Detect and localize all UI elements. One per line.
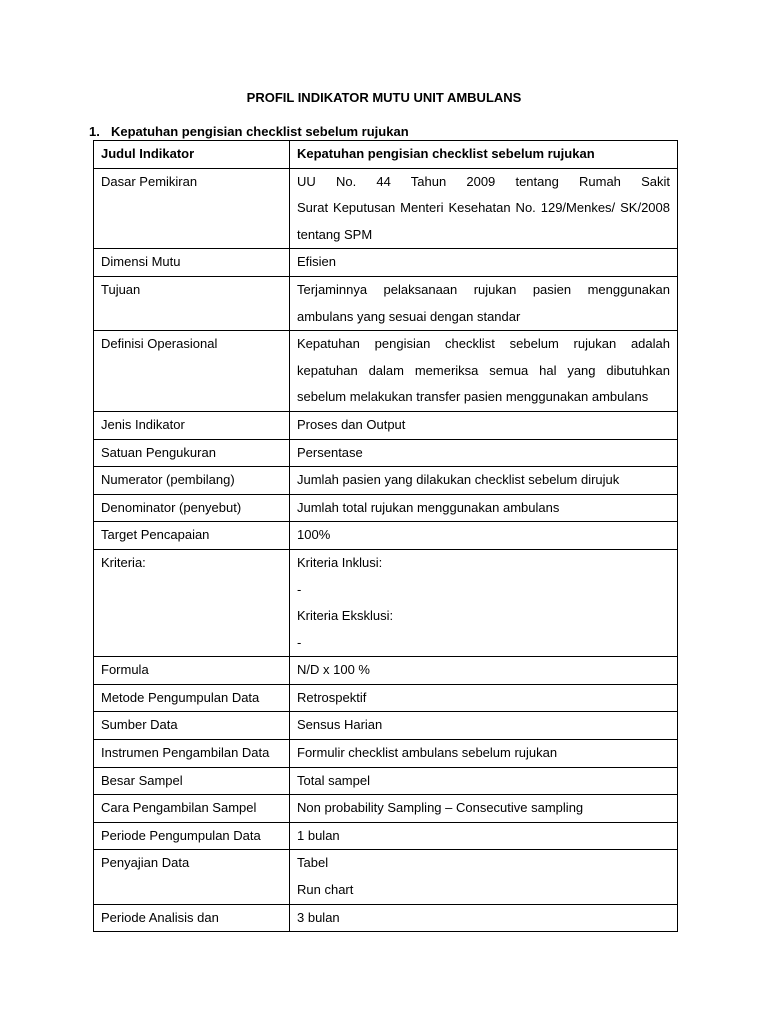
row-value: N/D x 100 %: [290, 657, 678, 685]
row-value: 1 bulan: [290, 822, 678, 850]
table-row: [94, 822, 678, 850]
value-line: UU No. 44 Tahun 2009 tentang Rumah Sakit: [297, 173, 670, 189]
row-label: Denominator (penyebut): [94, 494, 290, 522]
value-line: -: [297, 581, 302, 597]
table-row: [94, 657, 678, 685]
table-row: [94, 439, 678, 467]
row-label: Sumber Data: [94, 712, 290, 740]
table-row: [94, 795, 678, 823]
row-value: Terjaminnya pelaksanaan rujukan pasien menggunakan ambulans yang sesuai dengan standar: [290, 276, 678, 330]
table-row: [94, 411, 678, 439]
section-number: 1.: [89, 124, 100, 139]
row-value: Retrospektif: [290, 684, 678, 712]
table-row: [94, 467, 678, 495]
row-value: Kepatuhan pengisian checklist sebelum rujukan adalah kepatuhan dalam memeriksa semua hal yang dibutuhkan sebelum melakukan transfer pasien menggunakan ambulans: [290, 331, 678, 412]
table-row: [94, 168, 678, 249]
value-line: Kriteria Eksklusi:: [297, 608, 394, 624]
row-label: Dimensi Mutu: [94, 249, 290, 277]
indicator-profile-table: [93, 140, 678, 932]
row-value: Jumlah pasien yang dilakukan checklist sebelum dirujuk: [290, 467, 678, 495]
row-value: Proses dan Output: [290, 411, 678, 439]
document-title: PROFIL INDIKATOR MUTU UNIT AMBULANS: [246, 90, 522, 105]
row-value: Jumlah total rujukan menggunakan ambulans: [290, 494, 678, 522]
row-label: Kriteria:: [94, 549, 290, 656]
header-value-cell: Kepatuhan pengisian checklist sebelum rujukan: [290, 141, 678, 169]
row-value: Non probability Sampling – Consecutive sampling: [290, 795, 678, 823]
row-label: Numerator (pembilang): [94, 467, 290, 495]
table-row: [94, 494, 678, 522]
value-line: -: [297, 634, 302, 650]
table-row: [94, 549, 678, 656]
row-value: Total sampel: [290, 767, 678, 795]
row-value: Sensus Harian: [290, 712, 678, 740]
row-value: Efisien: [290, 249, 678, 277]
table-header-row: [94, 141, 678, 169]
row-value: [290, 549, 678, 656]
row-label: Definisi Operasional: [94, 331, 290, 412]
row-value: Persentase: [290, 439, 678, 467]
row-label: Periode Pengumpulan Data: [94, 822, 290, 850]
section-heading: [89, 124, 409, 140]
table-row: [94, 249, 678, 277]
value-line: Run chart: [297, 882, 354, 898]
row-value: 100%: [290, 522, 678, 550]
row-value: [290, 850, 678, 904]
row-label: Tujuan: [94, 276, 290, 330]
table-row: [94, 684, 678, 712]
value-line: Tabel: [297, 855, 329, 871]
table-row: [94, 522, 678, 550]
row-label: Jenis Indikator: [94, 411, 290, 439]
header-label-cell: Judul Indikator: [94, 141, 290, 169]
value-line: Kriteria Inklusi:: [297, 554, 383, 570]
table-row: [94, 276, 678, 330]
row-label: Instrumen Pengambilan Data: [94, 740, 290, 768]
row-value: 3 bulan: [290, 904, 678, 932]
row-label: Metode Pengumpulan Data: [94, 684, 290, 712]
table-row: [94, 712, 678, 740]
table-row: [94, 740, 678, 768]
row-label: Penyajian Data: [94, 850, 290, 904]
row-value: [290, 168, 678, 249]
row-label: Target Pencapaian: [94, 522, 290, 550]
row-value: Formulir checklist ambulans sebelum rujukan: [290, 740, 678, 768]
row-label: Satuan Pengukuran: [94, 439, 290, 467]
row-label: Formula: [94, 657, 290, 685]
table-row: [94, 904, 678, 932]
row-label: Dasar Pemikiran: [94, 168, 290, 249]
row-label: Periode Analisis dan: [94, 904, 290, 932]
table-row: [94, 767, 678, 795]
table-row: [94, 850, 678, 904]
section-title: Kepatuhan pengisian checklist sebelum rujukan: [111, 124, 409, 139]
row-label: Cara Pengambilan Sampel: [94, 795, 290, 823]
table-row: [94, 331, 678, 412]
value-line: Surat Keputusan Menteri Kesehatan No. 129/Menkes/ SK/2008 tentang SPM: [297, 200, 670, 242]
row-label: Besar Sampel: [94, 767, 290, 795]
